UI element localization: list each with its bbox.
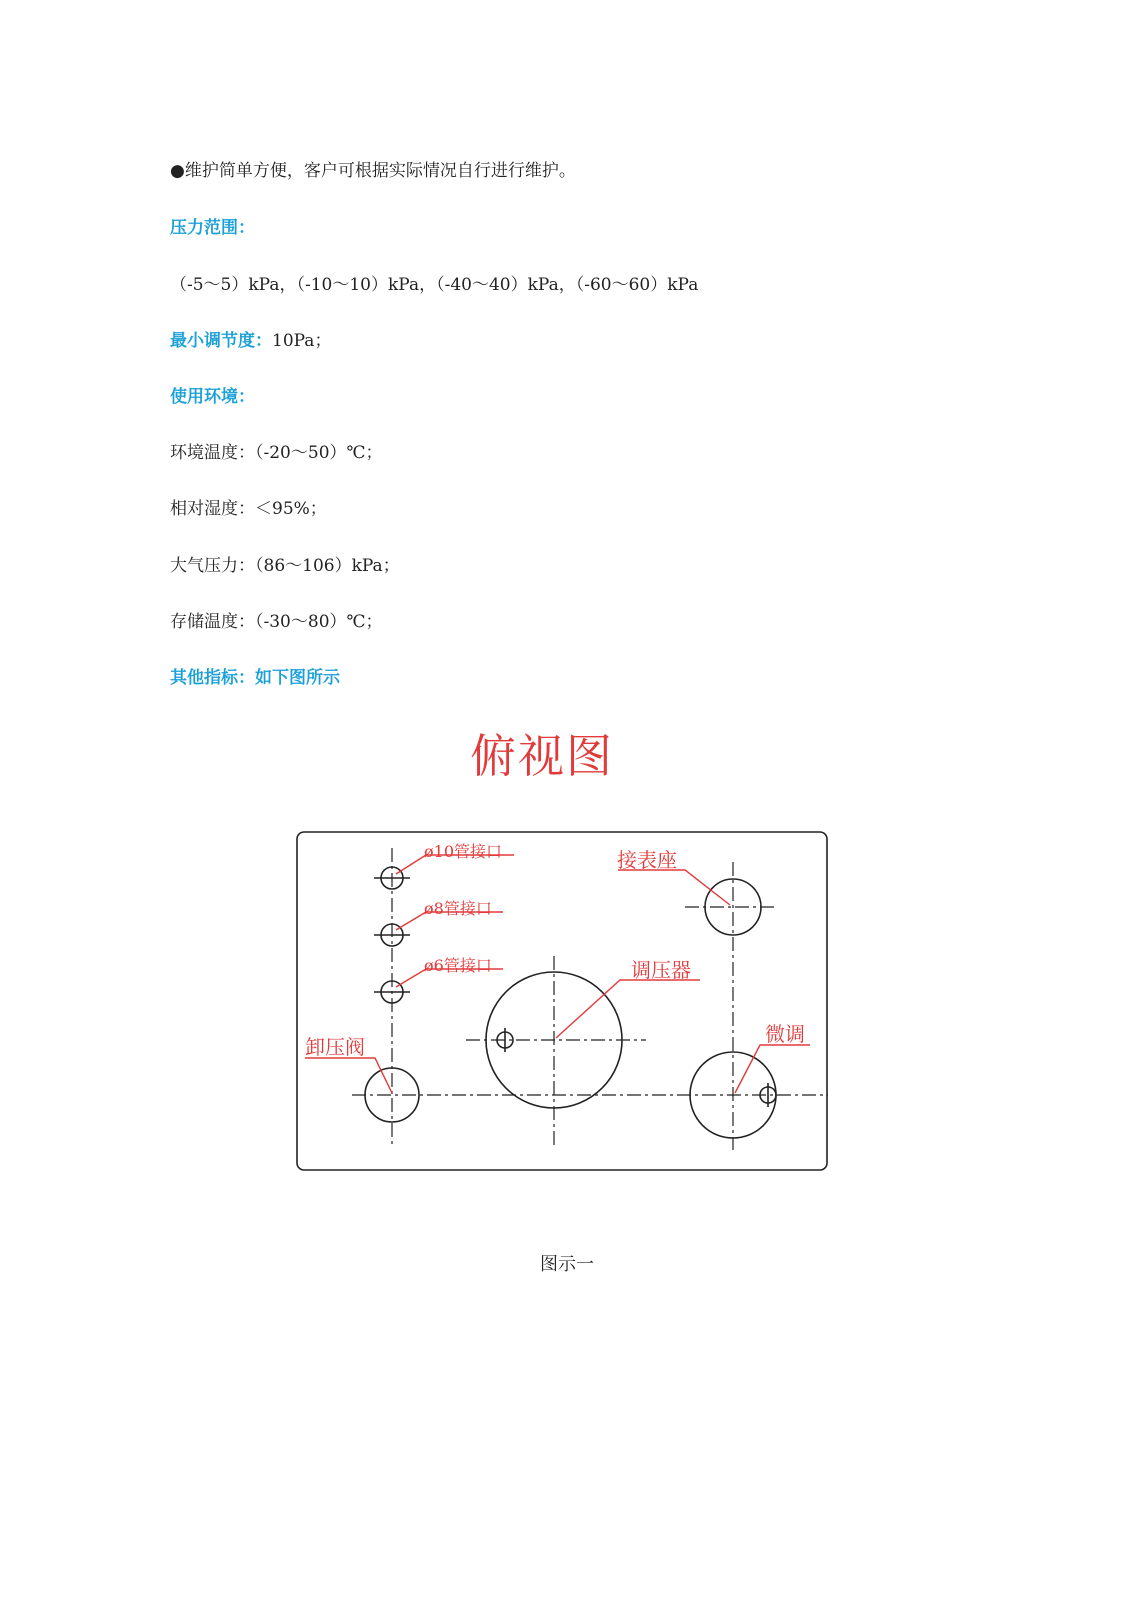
figure-caption: 图示一 — [540, 1254, 594, 1275]
fine-adjust-label: 微调 — [765, 1022, 805, 1046]
humidity-line: 相对湿度：＜95%； — [170, 499, 327, 519]
fine-adjust-leader — [735, 1045, 810, 1093]
phi10-label: ø10管接口 — [424, 842, 502, 861]
pressure-range-heading: 压力范围： — [170, 218, 255, 238]
min-adjust-label: 最小调节度： — [170, 331, 272, 351]
pressure-range-values: （-5～5）kPa，（-10～10）kPa，（-40～40）kPa，（-60～60）kPa — [170, 275, 699, 295]
regulator-label: 调压器 — [631, 958, 691, 982]
gauge-seat-label: 接表座 — [617, 848, 677, 872]
env-temp-line: 环境温度：（-20～50）℃； — [170, 443, 383, 463]
atm-pressure-line: 大气压力：（86～106）kPa； — [170, 556, 400, 576]
relief-leader — [305, 1058, 392, 1093]
other-specs-line: 其他指标：如下图所示 — [170, 668, 340, 688]
regulator-leader — [556, 980, 700, 1038]
figure-title: 俯视图 — [470, 729, 614, 783]
phi6-label: ø6管接口 — [424, 956, 492, 975]
bullet-line: ●维护简单方便，客户可根据实际情况自行进行维护。 — [170, 161, 576, 181]
phi8-label: ø8管接口 — [424, 899, 492, 918]
relief-valve-label: 卸压阀 — [305, 1035, 365, 1059]
environment-heading: 使用环境： — [170, 387, 255, 407]
storage-temp-line: 存储温度：（-30～80）℃； — [170, 612, 383, 632]
min-adjust-value: 10Pa； — [272, 331, 332, 351]
